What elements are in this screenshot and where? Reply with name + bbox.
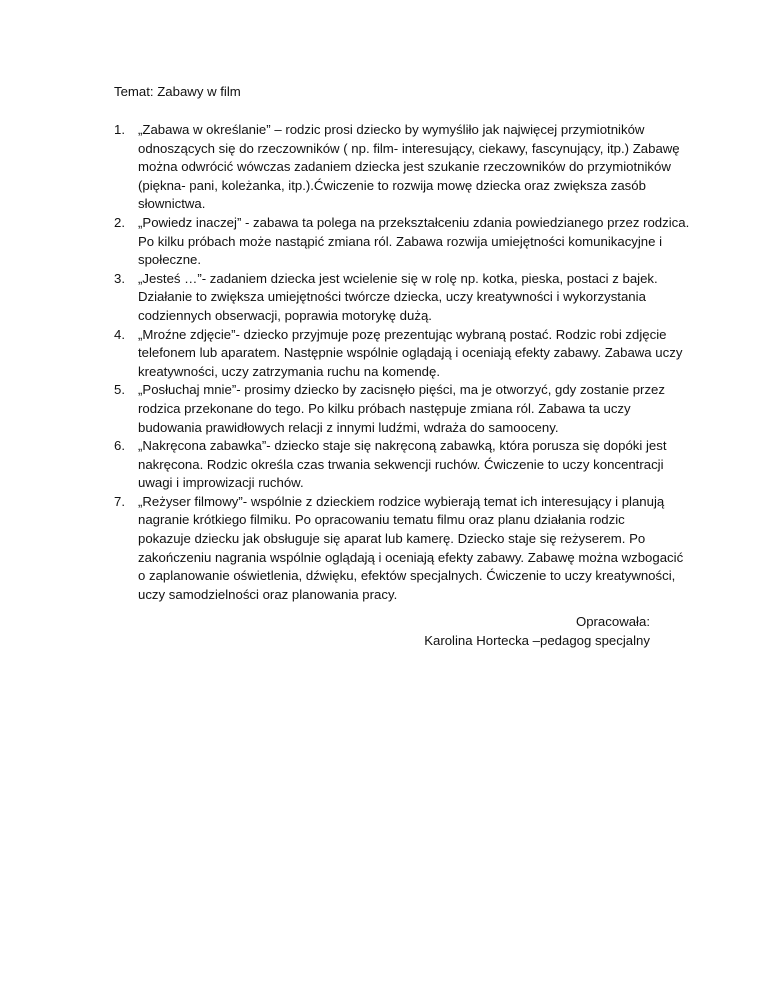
list-item [114, 493, 684, 605]
list-item-number: 6. [114, 438, 125, 454]
list-item-line: Działanie to zwiększa umiejętności twórcze dziecka, uczy kreatywności i wykorzystania [138, 289, 646, 305]
list-item-line: codziennych obserwacji, poprawia motorykę dużą. [138, 307, 432, 323]
list-item-line: (piękna- pani, koleżanka, itp.).Ćwiczenie to rozwija mowę dziecka oraz zwiększa zasób [138, 177, 646, 193]
list-item-line: nakręcona. Rodzic określa czas trwania sekwencji ruchów. Ćwiczenie to uczy koncentracji [138, 456, 664, 472]
list-item-line: nagranie krótkiego filmiku. Po opracowaniu tematu filmu oraz planu działania rodzic [138, 512, 625, 528]
list-item-line: telefonem lub aparatem. Następnie wspólnie oglądają i oceniają efekty zabawy. Zabawa uczy [138, 345, 683, 361]
list-item-line: „Powiedz inaczej” - zabawa ta polega na przekształceniu zdania powiedzianego przez rodzica. [138, 214, 690, 230]
list-item-line: zakończeniu nagrania wspólnie oglądają i oceniają efekty zabawy. Zabawę można wzbogacić [138, 549, 684, 565]
list-item-line: o zaplanowanie oświetlenia, dźwięku, efektów specjalnych. Ćwiczenie to uczy kreatywności, [138, 568, 676, 584]
list-item-line: kreatywności, uczy zatrzymania ruchu na komendę. [138, 363, 440, 379]
list-item-line: rodzica przekonane do tego. Po kilku próbach następuje zmiana ról. Zabawa ta uczy [138, 400, 631, 416]
list-item-line: „Mroźne zdjęcie”- dziecko przyjmuje pozę prezentując wybraną postać. Rodzic robi zdjęcie [138, 326, 667, 342]
list-item-number: 2. [114, 214, 125, 230]
list-item-number: 7. [114, 493, 125, 509]
list-item-line: pokazuje dziecku jak obsługuje się aparat lub kamerę. Dziecko staje się reżyserem. Po [138, 531, 646, 547]
signature-label: Opracowała: [575, 614, 650, 629]
list-item-line: Po kilku próbach może nastąpić zmiana ról. Zabawa rozwija umiejętności komunikacyjne i [138, 233, 663, 249]
signature-name: Karolina Hortecka –pedagog specjalny [424, 632, 650, 648]
document-title: Temat: Zabawy w film [114, 84, 241, 99]
list-item-line: budowania prawidłowych relacji z innymi ludźmi, wdraża do samooceny. [138, 419, 559, 435]
list-item-line: słownictwa. [138, 196, 206, 212]
list-item-number: 1. [114, 122, 125, 137]
list-item [114, 121, 684, 214]
list-item-line: społeczne. [138, 252, 202, 268]
list-item [114, 326, 684, 382]
list-item [114, 381, 684, 437]
list-item-line: odnoszących się do rzeczowników ( np. film- interesujący, ciekawy, fascynujący, itp.) Zabawę [138, 140, 680, 156]
list-item-number: 3. [114, 270, 125, 286]
list-item-number: 4. [114, 326, 125, 342]
list-item-line: można odwrócić wówczas zadaniem dziecka jest szukanie rzeczowników do przymiotników [138, 159, 671, 175]
list-item-line: „Posłuchaj mnie”- prosimy dziecko by zacisnęło pięści, ma je otworzyć, gdy zostanie przez [138, 382, 665, 398]
list-item-line: uwagi i improwizacji ruchów. [138, 475, 304, 491]
activity-list [114, 121, 690, 604]
signature-block [424, 613, 650, 650]
list-item [114, 270, 684, 326]
list-item-line: uczy samodzielności oraz planowania pracy. [138, 586, 398, 602]
list-item [114, 214, 690, 270]
list-item-line: „Reżyser filmowy”- wspólnie z dzieckiem rodzice wybierają temat ich interesujący i planują [138, 493, 665, 509]
list-item-line: „Nakręcona zabawka”- dziecko staje się nakręconą zabawką, która porusza się dopóki jest [138, 438, 667, 454]
list-item-line: „Jesteś …”- zadaniem dziecka jest wcielenie się w rolę np. kotka, pieska, postaci z bajek. [138, 270, 658, 286]
list-item-number: 5. [114, 382, 125, 398]
list-item-line: „Zabawa w określanie” – rodzic prosi dziecko by wymyśliło jak najwięcej przymiotników [138, 122, 645, 137]
list-item [114, 437, 684, 493]
